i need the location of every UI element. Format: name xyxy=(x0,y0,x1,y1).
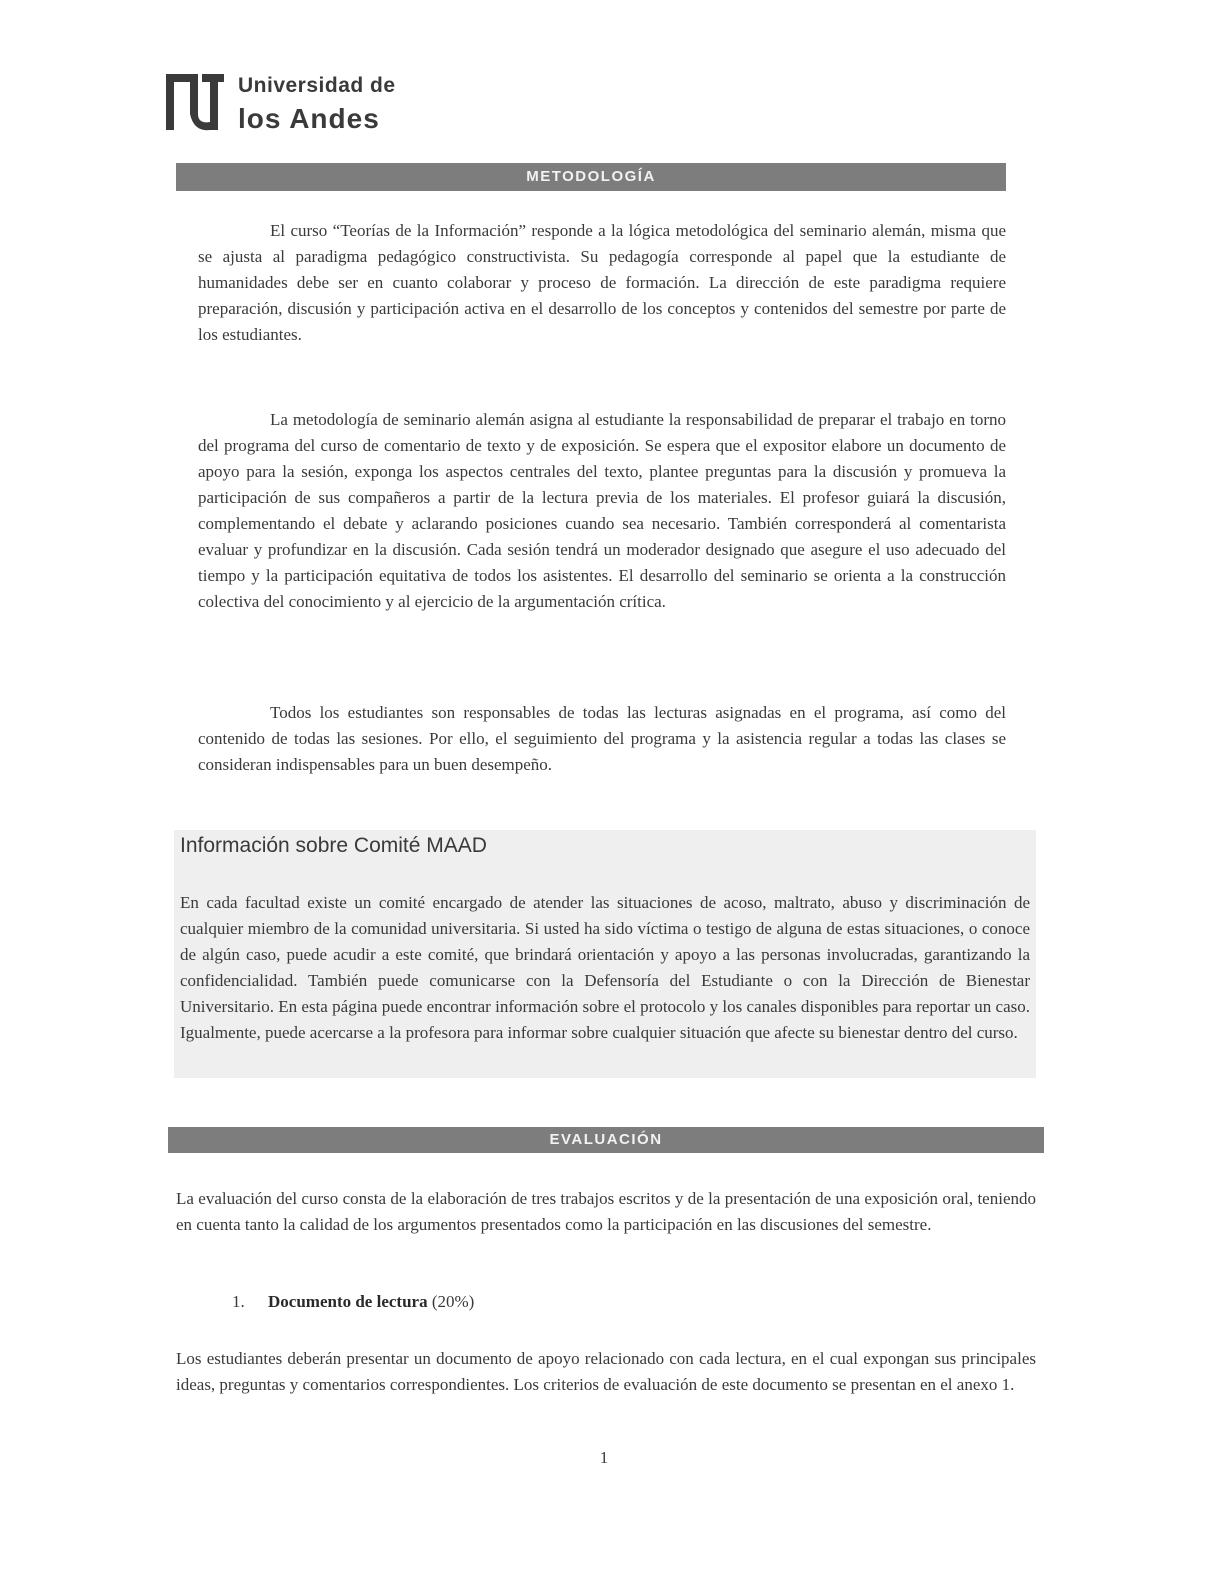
logo-text-line1: Universidad de xyxy=(238,74,396,97)
logo-text-line2: los Andes xyxy=(238,103,380,134)
evaluation-item-weight: (20%) xyxy=(427,1292,475,1311)
evaluation-item-title: Documento de lectura xyxy=(268,1292,428,1311)
evaluation-intro: La evaluación del curso consta de la elaboración de tres trabajos escritos y de la presentación de una exposición oral, teniendo en cuenta tanto la calidad de los argumentos presentados como la participación en las discusiones del semestre. xyxy=(176,1189,1036,1234)
evaluation-item-text: Los estudiantes deberán presentar un documento de apoyo relacionado con cada lectura, en el cual expongan sus principales ideas, preguntas y comentarios correspondientes. Los criterios de evaluación de este documento se presentan en el anexo 1. xyxy=(176,1349,1036,1394)
evaluation-heading: EVALUACIÓN xyxy=(168,1127,1044,1153)
evaluation-item-1 xyxy=(232,1292,474,1312)
maad-info-text: En cada facultad existe un comité encargado de atender las situaciones de acoso, maltrato, abuso y discriminación de cualquier miembro de la comunidad universitaria. Si usted ha sido víctima o testigo de alguna de estas situaciones, o conoce de algún caso, puede acudir a este comité, que brindará orientación y apoyo a las personas involucradas, garantizando la confidencialidad. También puede comunicarse con la Defensoría del Estudiante o con la Dirección de Bienestar Universitario. En esta página puede encontrar información sobre el protocolo y los canales disponibles para reportar un caso. Igualmente, puede acercarse a la profesora para informar sobre cualquier situación que afecte su bienestar dentro del curso. xyxy=(180,893,1030,1042)
methodology-paragraph-3: Todos los estudiantes son responsables de todas las lecturas asignadas en el programa, así como del contenido de todas las sesiones. Por ello, el seguimiento del programa y la asistencia regular a todas las clases se consideran indispensables para un buen desempeño. xyxy=(198,703,1006,774)
page-number: 1 xyxy=(599,1448,609,1467)
maad-info-box xyxy=(174,830,1036,1078)
evaluation-item-number: 1. xyxy=(232,1292,245,1311)
methodology-paragraph-2: La metodología de seminario alemán asigna al estudiante la responsabilidad de preparar el trabajo en torno del programa del curso de comentario de texto y de exposición. Se espera que el expositor elabore un documento de apoyo para la sesión, exponga los aspectos centrales del texto, plantee preguntas para la discusión y promueva la participación de sus compañeros a partir de la lectura previa de los materiales. El profesor guiará la discusión, complementando el debate y aclarando posiciones cuando sea necesario. También corresponderá al comentarista evaluar y profundizar en la discusión. Cada sesión tendrá un moderador designado que asegure el uso adecuado del tiempo y la participación equitativa de todos los asistentes. El desarrollo del seminario se orienta a la construcción colectiva del conocimiento y al ejercicio de la argumentación crítica. xyxy=(198,410,1006,611)
university-logo xyxy=(166,70,398,136)
methodology-paragraph-1: El curso “Teorías de la Información” responde a la lógica metodológica del seminario alemán, misma que se ajusta al paradigma pedagógico constructivista. Su pedagogía corresponde al papel que la estudiante de humanidades debe ser en cuanto colaborar y proceso de formación. La dirección de este paradigma requiere preparación, discusión y participación activa en el desarrollo de los conceptos y contenidos del semestre por parte de los estudiantes. xyxy=(198,221,1006,344)
university-logo-mark-icon xyxy=(166,70,228,136)
methodology-heading: METODOLOGÍA xyxy=(176,163,1006,191)
maad-info-title: Información sobre Comité MAAD xyxy=(180,834,487,857)
